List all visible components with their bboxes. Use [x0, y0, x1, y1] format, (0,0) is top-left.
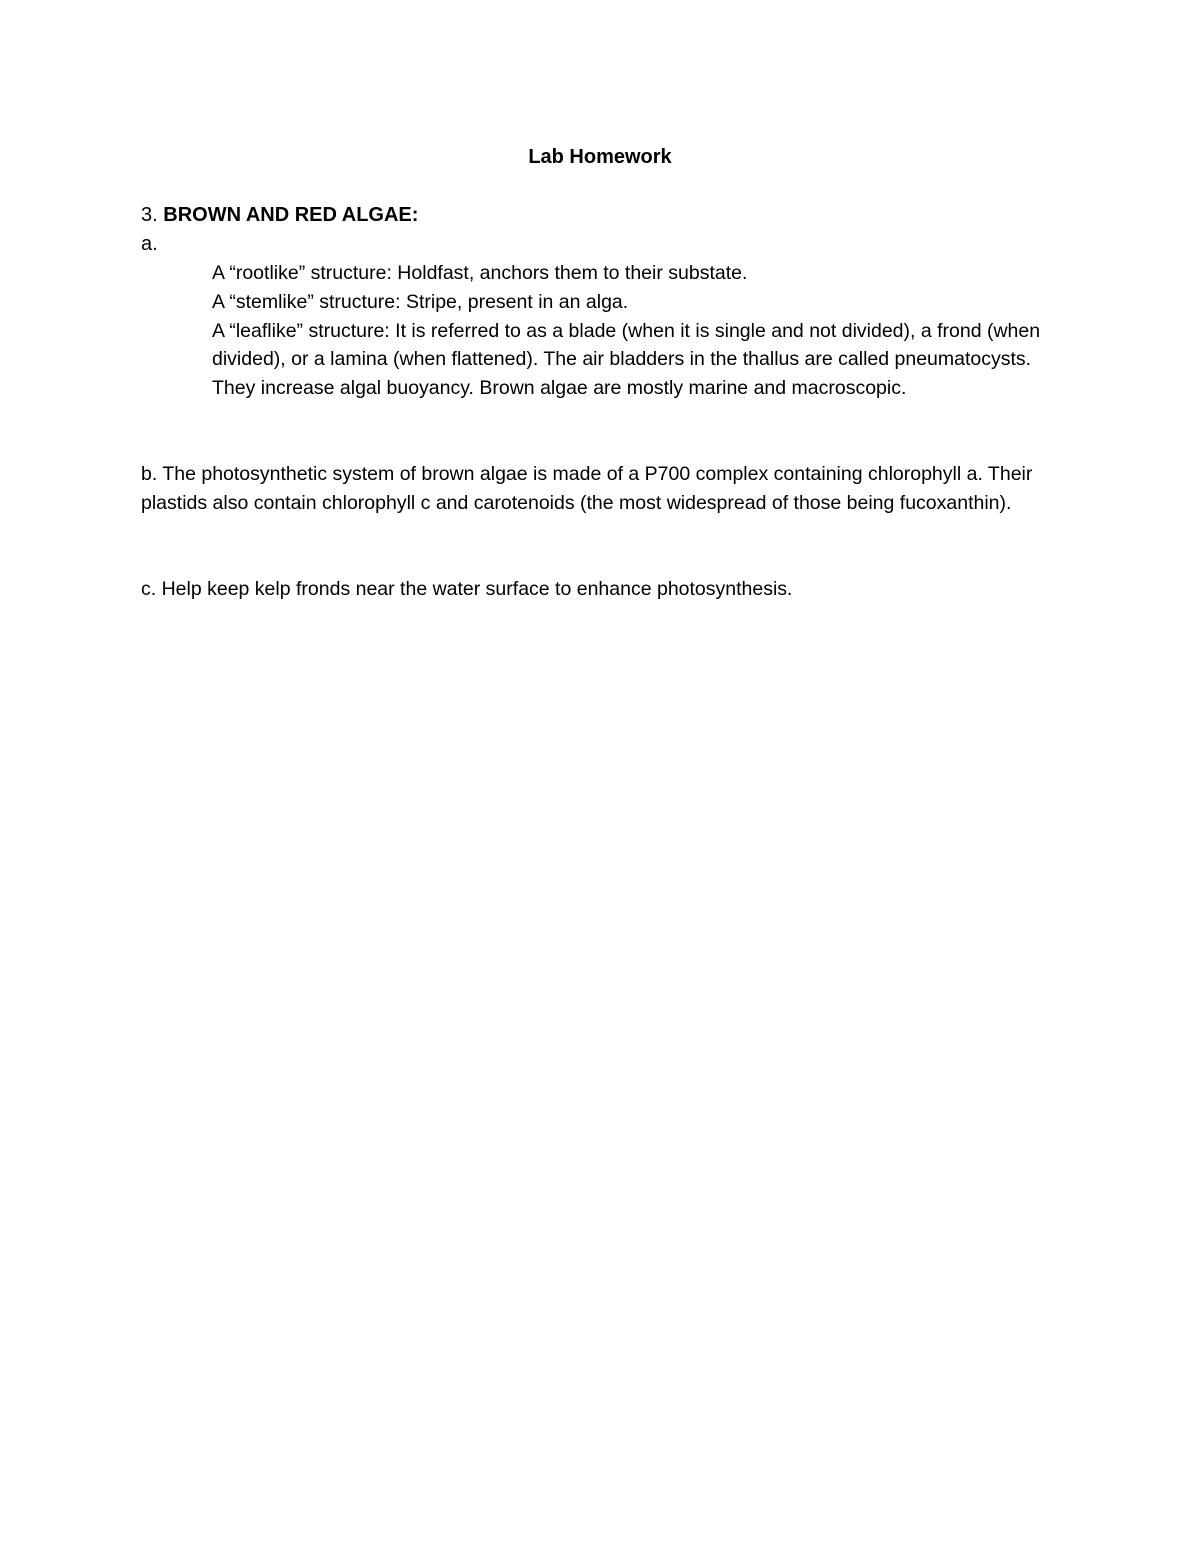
section-title: BROWN AND RED ALGAE:: [163, 204, 419, 226]
leaflike-structure-text: A “leaflike” structure: It is referred to as a blade (when it is single and not divided), a frond (when divided), or a lamina (when flattened). The air bladders in the thallus are called pneumatocysts. They increase algal buoyancy. Brown algae are mostly marine and macroscopic.: [212, 319, 1041, 400]
part-a-label: a.: [141, 233, 158, 255]
section-heading: [141, 201, 418, 229]
part-c-paragraph: c. Help keep kelp fronds near the water surface to enhance photosynthesis.: [141, 578, 793, 600]
rootlike-structure-text: A “rootlike” structure: Holdfast, anchors them to their substate.: [212, 262, 748, 284]
stemlike-structure-text: A “stemlike” structure: Stripe, present in an alga.: [212, 290, 629, 313]
part-b-paragraph: b. The photosynthetic system of brown algae is made of a P700 complex containing chlorophyll a. Their plastids also contain chlorophyll c and carotenoids (the most widespread of those being fucoxanthin).: [141, 463, 1033, 514]
part-a-structures: [212, 259, 1062, 403]
section-number: 3.: [141, 204, 158, 226]
document-title: Lab Homework: [528, 146, 672, 168]
